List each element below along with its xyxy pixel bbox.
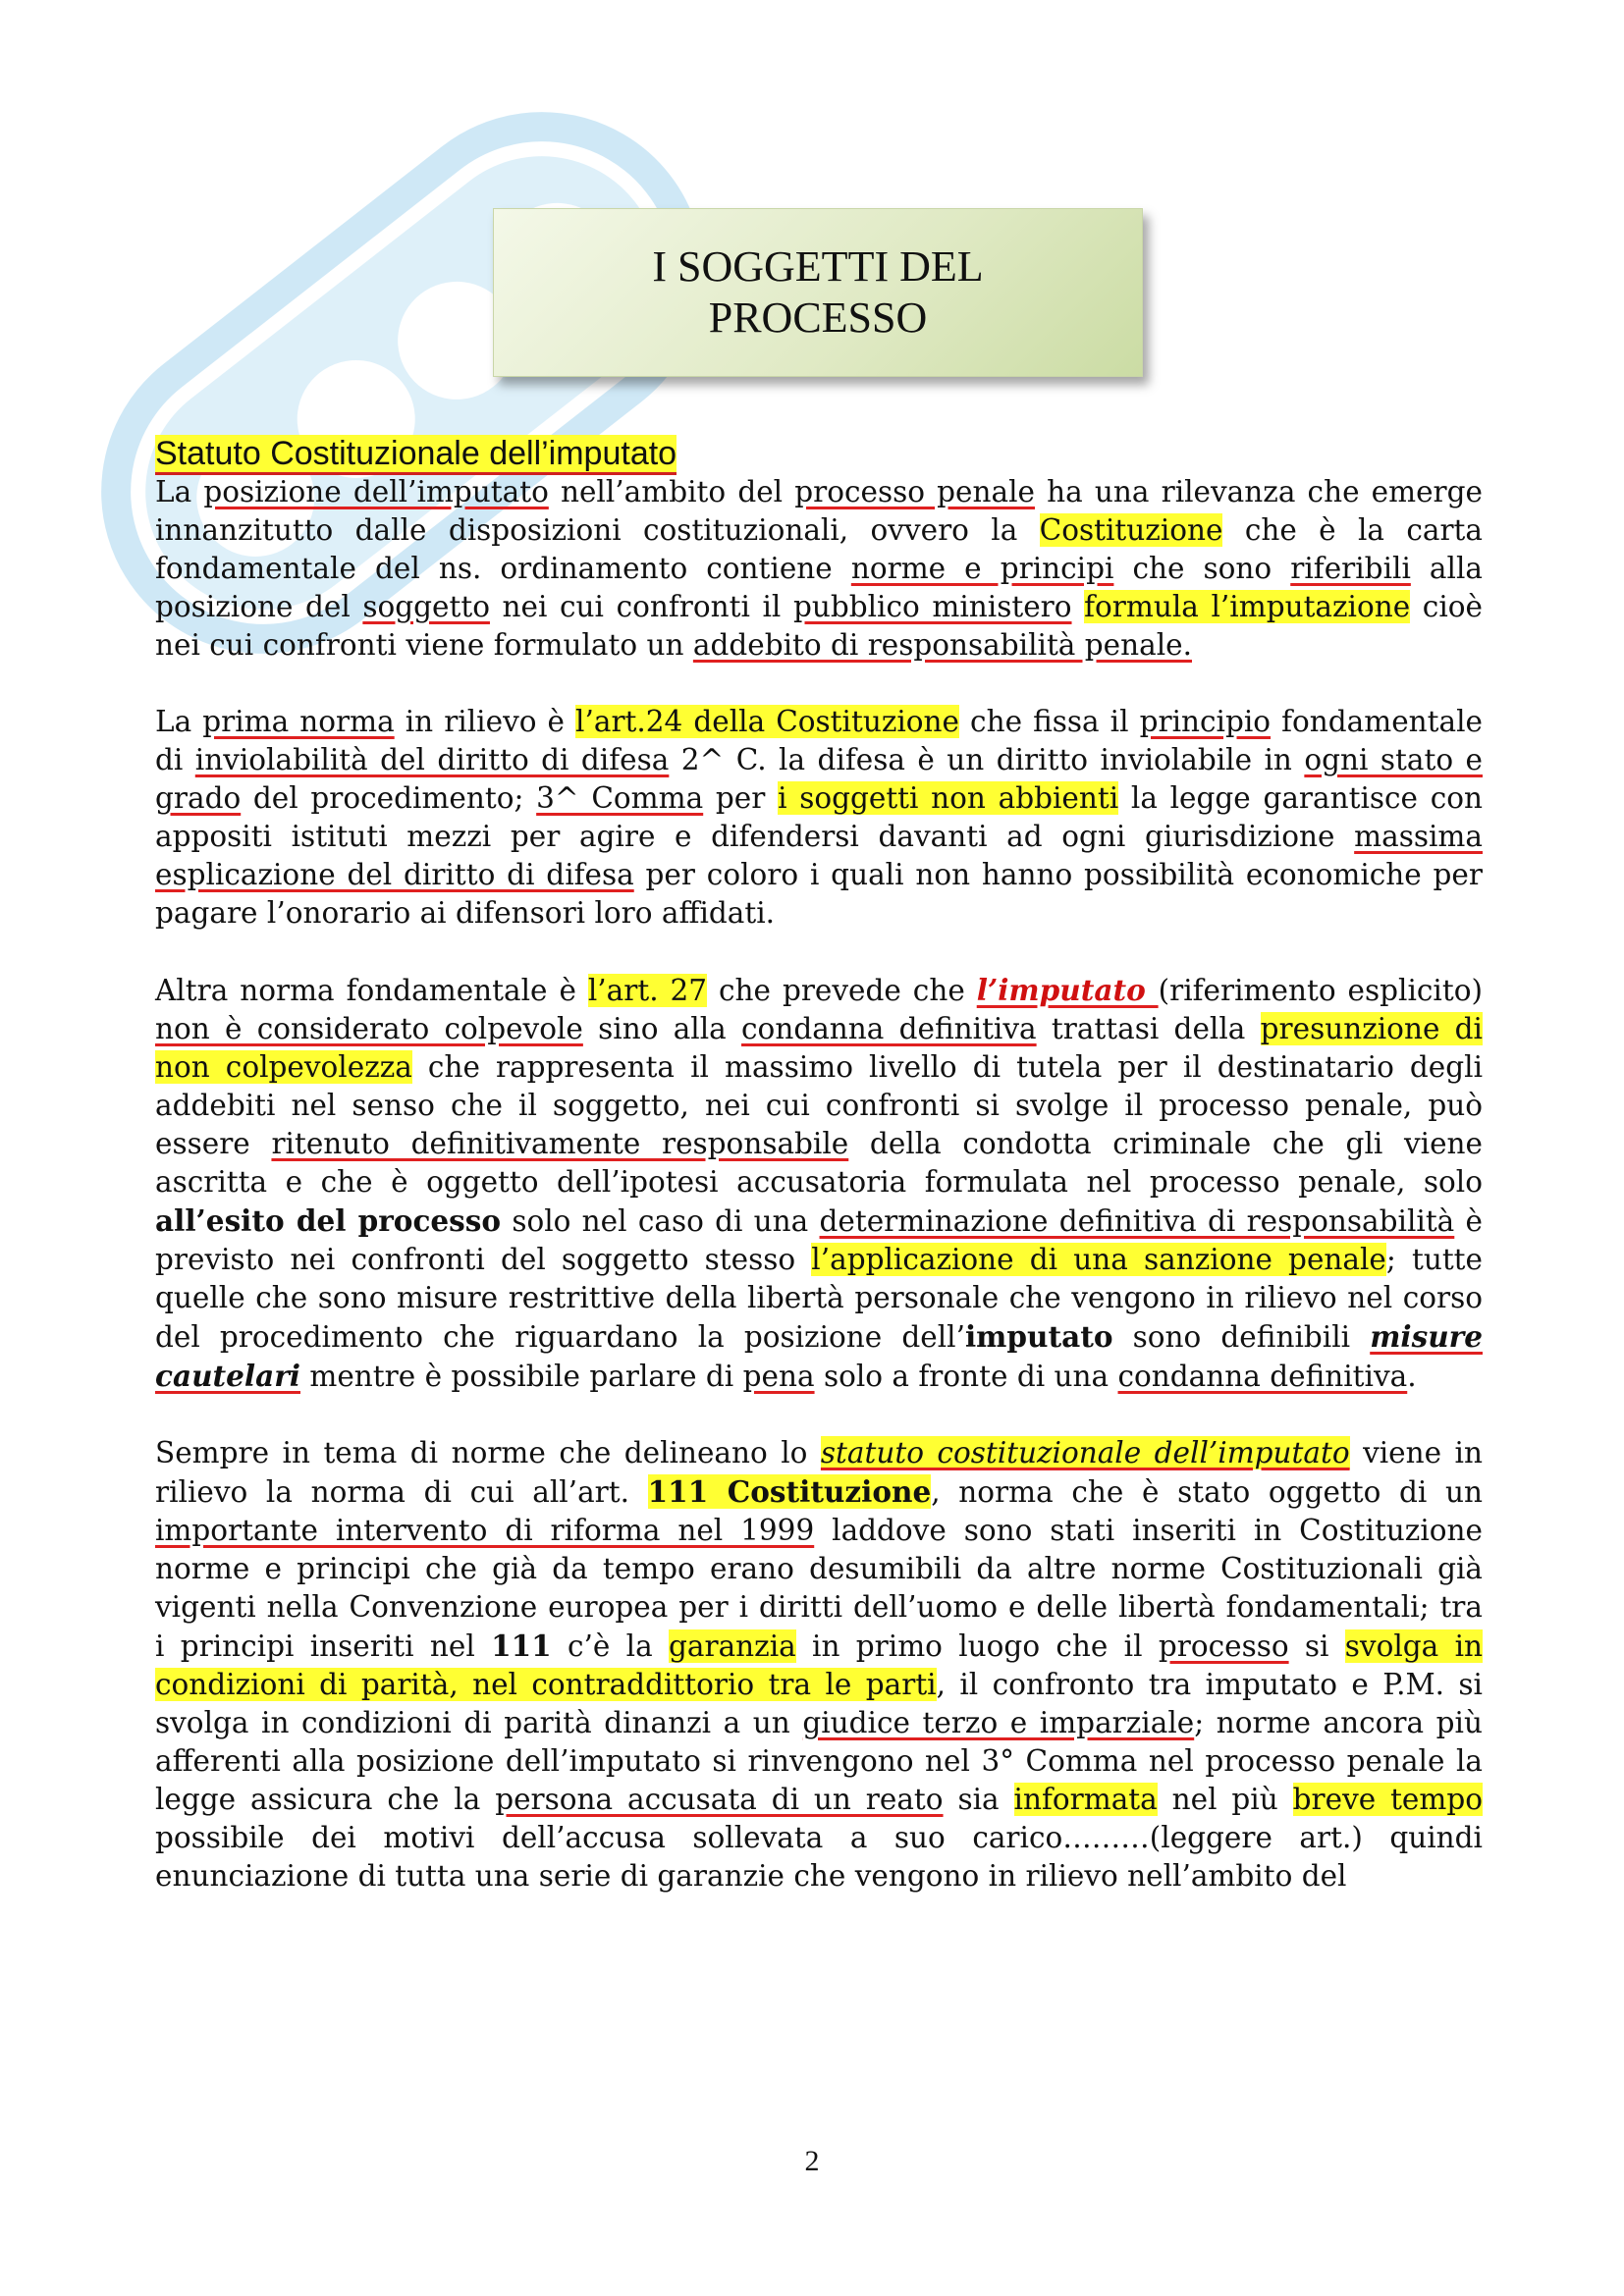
- paragraph-1: La posizione dell’imputato nell’ambito del processo penale ha una rilevanza che emerge innanzitutto dalle disposizioni costituzionali, ovvero la Costituzione che è la carta fondamentale del ns. ordinamento contiene norme e principi che sono riferibili alla posizione del soggetto nei cui confronti il pubblico ministero formula l’imputazione cioè nei cui confronti viene formulato un addebito di responsabilità penale.: [155, 475, 1484, 662]
- paragraph-3: Altra norma fondamentale è l’art. 27 che prevede che l’imputato (riferimento esplicito) non è considerato colpevole sino alla condanna definitiva trattasi della presunzione di non colpevolezza che rappresenta il massimo livello di tutela per il destinatario degli addebiti nel senso che il soggetto, nei cui confronti si svolge il processo penale, può essere ritenuto definitivamente responsabile della condotta criminale che gli viene ascritta e che è oggetto dell’ipotesi accusatoria formulata nel processo penale, solo all’esito del processo solo nel caso di una determinazione definitiva di responsabilità è previsto nei confronti del soggetto stesso l’applicazione di una sanzione penale; tutte quelle che sono misure restrittive della libertà personale che vengono in rilievo nel corso del procedimento che riguardano la posizione dell’imputato sono definibili misure cautelari mentre è possibile parlare di pena solo a fronte di una condanna definitiva.: [155, 973, 1484, 1393]
- paragraph-2: La prima norma in rilievo è l’art.24 della Costituzione che fissa il principio fondamentale di inviolabilità del diritto di difesa 2^ C. la difesa è un diritto inviolabile in ogni stato e grado del procedimento; 3^ Comma per i soggetti non abbienti la legge garantisce con appositi istituti mezzi per agire e difendersi davanti ad ogni giurisdizione massima esplicazione del diritto di difesa per coloro i quali non hanno possibilità economiche per pagare l’onorario ai difensori loro affidati.: [155, 705, 1484, 930]
- page-number: 2: [804, 2145, 820, 2177]
- title-box: [493, 208, 1143, 377]
- page-title: [652, 241, 983, 344]
- title-line-1: I SOGGETTI DEL: [652, 242, 984, 291]
- title-line-2: PROCESSO: [708, 294, 928, 342]
- document-body: [155, 434, 1483, 1934]
- paragraph-4: Sempre in tema di norme che delineano lo statuto costituzionale dell’imputato viene in rilievo la norma di cui all’art. 111 Costituzione, norma che è stato oggetto di un importante intervento di riforma nel 1999 laddove sono stati inseriti in Costituzione norme e principi che già da tempo erano desumibili da altre norme Costituzionali già vigenti nella Convenzione europea per i diritti dell’uomo e delle libertà fondamentali; tra i principi inseriti nel 111 c’è la garanzia in primo luogo che il processo si svolga in condizioni di parità, nel contraddittorio tra le parti, il confronto tra imputato e P.M. si svolga in condizioni di parità dinanzi a un giudice terzo e imparziale; norme ancora più afferenti alla posizione dell’imputato si rinvengono nel 3° Comma nel processo penale la legge assicura che la persona accusata di un reato sia informata nel più breve tempo possibile dei motivi dell’accusa sollevata a suo carico………(leggere art.) quindi enunciazione di tutta una serie di garanzie che vengono in rilievo nell’ambito del: [155, 1436, 1484, 1893]
- section-heading: Statuto Costituzionale dell’imputato: [155, 434, 1483, 473]
